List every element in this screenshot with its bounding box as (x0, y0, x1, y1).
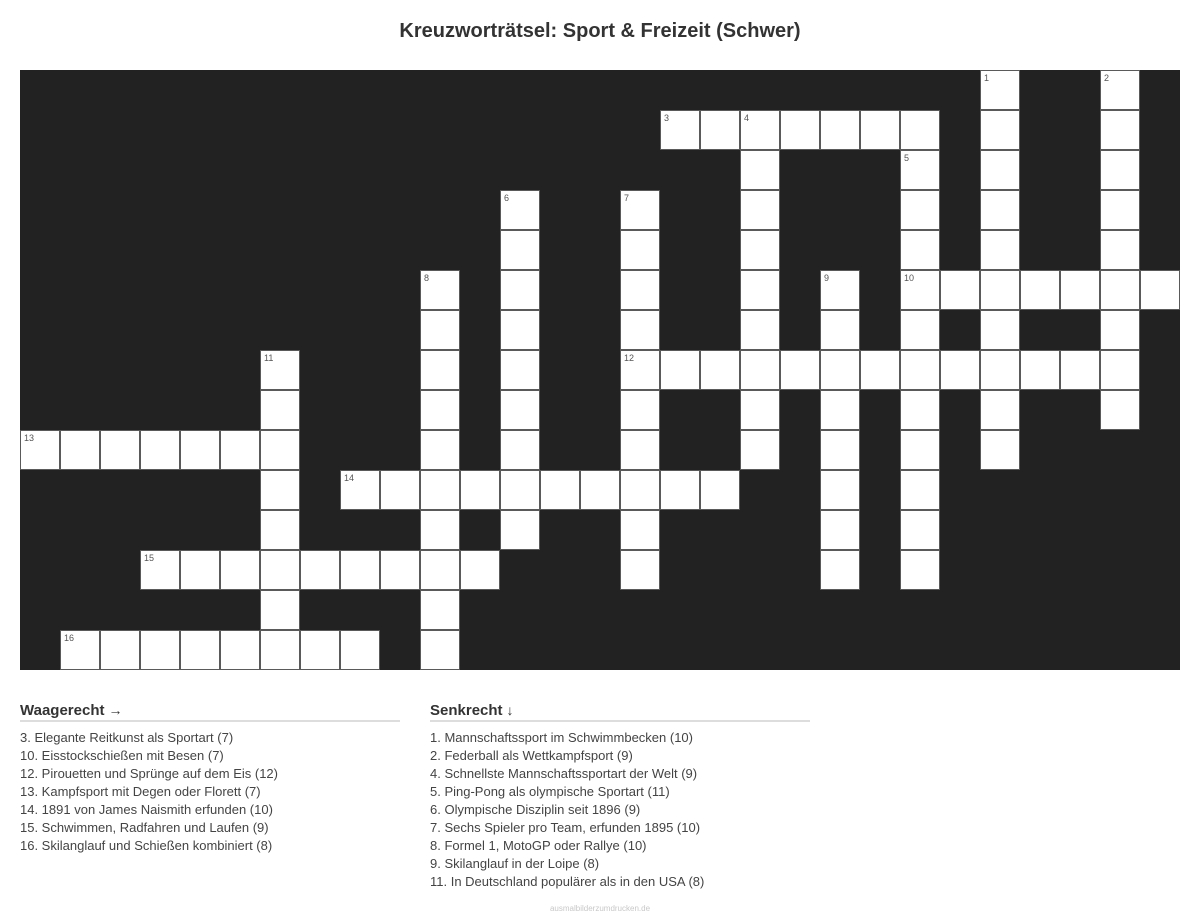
grid-cell[interactable] (100, 430, 140, 470)
grid-cell[interactable] (980, 70, 1020, 110)
grid-cell[interactable] (740, 150, 780, 190)
grid-cell[interactable] (620, 270, 660, 310)
clue-across-12: 12. Pirouetten und Sprünge auf dem Eis (12) (20, 766, 278, 781)
grid-cell[interactable] (740, 190, 780, 230)
clue-number: 7 (624, 193, 630, 203)
grid-cell[interactable] (460, 550, 500, 590)
clue-number: 10 (904, 273, 915, 283)
grid-cell[interactable] (260, 430, 300, 470)
across-heading-label: Waagerecht (20, 702, 105, 719)
grid-cell[interactable] (980, 150, 1020, 190)
down-heading-label: Senkrecht (430, 702, 503, 719)
grid-cell[interactable] (860, 350, 900, 390)
page-title: Kreuzworträtsel: Sport & Freizeit (Schwer) (399, 20, 801, 42)
down-arrow-icon: ↓ (506, 702, 514, 718)
grid-cell[interactable] (820, 110, 860, 150)
grid-cell[interactable] (580, 470, 620, 510)
grid-cell[interactable] (20, 430, 60, 470)
grid-cell[interactable] (540, 470, 580, 510)
clue-number: 14 (344, 473, 355, 483)
grid-cell[interactable] (660, 350, 700, 390)
grid-cell[interactable] (900, 150, 940, 190)
clue-number: 3 (664, 113, 670, 123)
grid-cell[interactable] (900, 550, 940, 590)
clue-number: 13 (24, 433, 35, 443)
grid-cell[interactable] (420, 270, 460, 310)
down-clues (430, 702, 810, 891)
grid-cell[interactable] (1060, 270, 1100, 310)
grid-cell[interactable] (620, 190, 660, 230)
clue-number: 11 (264, 353, 274, 363)
grid-cell[interactable] (980, 390, 1020, 430)
grid-cell[interactable] (820, 510, 860, 550)
grid-cell[interactable] (500, 270, 540, 310)
grid-cell[interactable] (420, 590, 460, 630)
down-heading (430, 702, 810, 722)
grid-cell[interactable] (260, 350, 300, 390)
grid-cell[interactable] (500, 310, 540, 350)
grid-cell[interactable] (660, 110, 700, 150)
grid-cell[interactable] (180, 630, 220, 670)
grid-cell[interactable] (60, 630, 100, 670)
grid-cell[interactable] (900, 430, 940, 470)
grid-cell[interactable] (260, 550, 300, 590)
crossword-grid (20, 70, 1180, 670)
grid-cell[interactable] (460, 470, 500, 510)
grid-cell[interactable] (780, 110, 820, 150)
grid-cell[interactable] (340, 550, 380, 590)
grid-cell[interactable] (620, 550, 660, 590)
footer-credit: ausmalbilderzumdrucken.de (549, 904, 651, 913)
grid-cell[interactable] (1100, 150, 1140, 190)
clue-down-1: 1. Mannschaftssport im Schwimmbecken (10) (430, 730, 693, 745)
grid-cell[interactable] (860, 110, 900, 150)
clue-down-7: 7. Sechs Spieler pro Team, erfunden 1895 (10) (430, 820, 701, 835)
clue-across-13: 13. Kampfsport mit Degen oder Florett (7) (20, 784, 261, 799)
clue-down-11: 11. In Deutschland populärer als in den USA (8) (430, 874, 705, 889)
clue-down-2: 2. Federball als Wettkampfsport (9) (430, 748, 633, 763)
grid-cell[interactable] (1100, 270, 1140, 310)
grid-cell[interactable] (500, 230, 540, 270)
grid-cell[interactable] (180, 550, 220, 590)
clue-number: 16 (64, 633, 75, 643)
grid-cell[interactable] (500, 510, 540, 550)
grid-cell[interactable] (740, 350, 780, 390)
grid-cell[interactable] (900, 110, 940, 150)
clue-number: 6 (504, 193, 510, 203)
grid-cell[interactable] (420, 550, 460, 590)
clue-across-16: 16. Skilanglauf und Schießen kombiniert (8) (20, 838, 273, 853)
grid-cell[interactable] (620, 510, 660, 550)
grid-cell[interactable] (300, 550, 340, 590)
grid-cell[interactable] (260, 510, 300, 550)
grid-cell[interactable] (820, 310, 860, 350)
grid-cell[interactable] (140, 630, 180, 670)
grid-cell[interactable] (900, 310, 940, 350)
grid-cell[interactable] (60, 430, 100, 470)
grid-cell[interactable] (660, 470, 700, 510)
grid-cell[interactable] (900, 470, 940, 510)
grid-cell[interactable] (820, 270, 860, 310)
grid-cell[interactable] (140, 430, 180, 470)
grid-cell[interactable] (980, 230, 1020, 270)
grid-cell[interactable] (900, 510, 940, 550)
clue-across-15: 15. Schwimmen, Radfahren und Laufen (9) (20, 820, 269, 835)
grid-cell[interactable] (1100, 70, 1140, 110)
grid-cell[interactable] (820, 390, 860, 430)
grid-cell[interactable] (620, 470, 660, 510)
grid-cell[interactable] (380, 550, 420, 590)
clue-down-9: 9. Skilanglauf in der Loipe (8) (430, 856, 600, 871)
grid-cell[interactable] (900, 230, 940, 270)
grid-cell[interactable] (940, 270, 980, 310)
grid-cell[interactable] (620, 390, 660, 430)
clue-down-6: 6. Olympische Disziplin seit 1896 (9) (430, 802, 641, 817)
grid-cell[interactable] (500, 430, 540, 470)
grid-cell[interactable] (820, 430, 860, 470)
grid-cell[interactable] (900, 270, 940, 310)
clue-across-3: 3. Elegante Reitkunst als Sportart (7) (20, 730, 234, 745)
grid-cell[interactable] (220, 430, 260, 470)
grid-cell[interactable] (1100, 390, 1140, 430)
grid-cell[interactable] (900, 190, 940, 230)
grid-cell[interactable] (420, 470, 460, 510)
clue-across-10: 10. Eisstockschießen mit Besen (7) (20, 748, 224, 763)
grid-cell[interactable] (700, 350, 740, 390)
grid-cell[interactable] (940, 350, 980, 390)
grid-cell[interactable] (820, 550, 860, 590)
grid-cell[interactable] (340, 630, 380, 670)
grid-cell[interactable] (740, 270, 780, 310)
grid-cell[interactable] (100, 630, 140, 670)
grid-cell[interactable] (740, 430, 780, 470)
grid-cell[interactable] (340, 470, 380, 510)
grid-cell[interactable] (420, 350, 460, 390)
grid-cell[interactable] (220, 550, 260, 590)
grid-cell[interactable] (140, 550, 180, 590)
clue-number: 15 (144, 553, 155, 563)
grid-cell[interactable] (1100, 230, 1140, 270)
grid-cell[interactable] (420, 510, 460, 550)
grid-cell[interactable] (980, 110, 1020, 150)
clue-across-14: 14. 1891 von James Naismith erfunden (10) (20, 802, 273, 817)
across-heading (20, 702, 400, 722)
clue-down-8: 8. Formel 1, MotoGP oder Rallye (10) (430, 838, 647, 853)
clue-number: 12 (624, 353, 635, 363)
clue-number: 8 (424, 273, 430, 283)
grid-cell[interactable] (700, 470, 740, 510)
grid-cell[interactable] (980, 350, 1020, 390)
grid-cell[interactable] (900, 390, 940, 430)
grid-cell[interactable] (740, 230, 780, 270)
grid-cell[interactable] (500, 190, 540, 230)
grid-cell[interactable] (740, 390, 780, 430)
grid-cell[interactable] (1100, 110, 1140, 150)
grid-cell[interactable] (980, 190, 1020, 230)
grid-cell[interactable] (900, 350, 940, 390)
grid-cell[interactable] (220, 630, 260, 670)
grid-cell[interactable] (1020, 350, 1060, 390)
grid-cell[interactable] (780, 350, 820, 390)
grid-cell[interactable] (300, 630, 340, 670)
grid-cell[interactable] (260, 590, 300, 630)
grid-cell[interactable] (1100, 190, 1140, 230)
grid-cell[interactable] (980, 430, 1020, 470)
grid-cell[interactable] (1060, 350, 1100, 390)
grid-cell[interactable] (180, 430, 220, 470)
grid-cell[interactable] (420, 630, 460, 670)
grid-cell[interactable] (1100, 350, 1140, 390)
grid-cell[interactable] (500, 350, 540, 390)
right-arrow-icon: → (108, 702, 123, 718)
grid-cell[interactable] (260, 390, 300, 430)
grid-cell[interactable] (620, 350, 660, 390)
clue-number: 1 (984, 73, 990, 83)
grid-cell[interactable] (820, 350, 860, 390)
grid-cell[interactable] (820, 470, 860, 510)
grid-cell[interactable] (260, 470, 300, 510)
grid-cell[interactable] (260, 630, 300, 670)
grid-cell[interactable] (500, 470, 540, 510)
grid-cell[interactable] (620, 310, 660, 350)
grid-cell[interactable] (420, 310, 460, 350)
grid-cell[interactable] (500, 390, 540, 430)
grid-cell[interactable] (740, 110, 780, 150)
grid-cell[interactable] (420, 390, 460, 430)
grid-cell[interactable] (740, 310, 780, 350)
clue-number: 2 (1104, 73, 1110, 83)
grid-cell[interactable] (620, 430, 660, 470)
grid-cell[interactable] (980, 270, 1020, 310)
clue-down-4: 4. Schnellste Mannschaftssportart der Welt (9) (430, 766, 698, 781)
clue-number: 5 (904, 153, 910, 163)
grid-cell[interactable] (700, 110, 740, 150)
grid-cell[interactable] (980, 310, 1020, 350)
grid-cell[interactable] (420, 430, 460, 470)
across-clues (20, 702, 400, 855)
grid-cell[interactable] (380, 470, 420, 510)
clue-down-5: 5. Ping-Pong als olympische Sportart (11) (430, 784, 670, 799)
grid-cell[interactable] (1100, 310, 1140, 350)
grid-cell[interactable] (1140, 270, 1180, 310)
clue-number: 4 (744, 113, 750, 123)
clue-number: 9 (824, 273, 830, 283)
grid-cell[interactable] (620, 230, 660, 270)
grid-cell[interactable] (1020, 270, 1060, 310)
